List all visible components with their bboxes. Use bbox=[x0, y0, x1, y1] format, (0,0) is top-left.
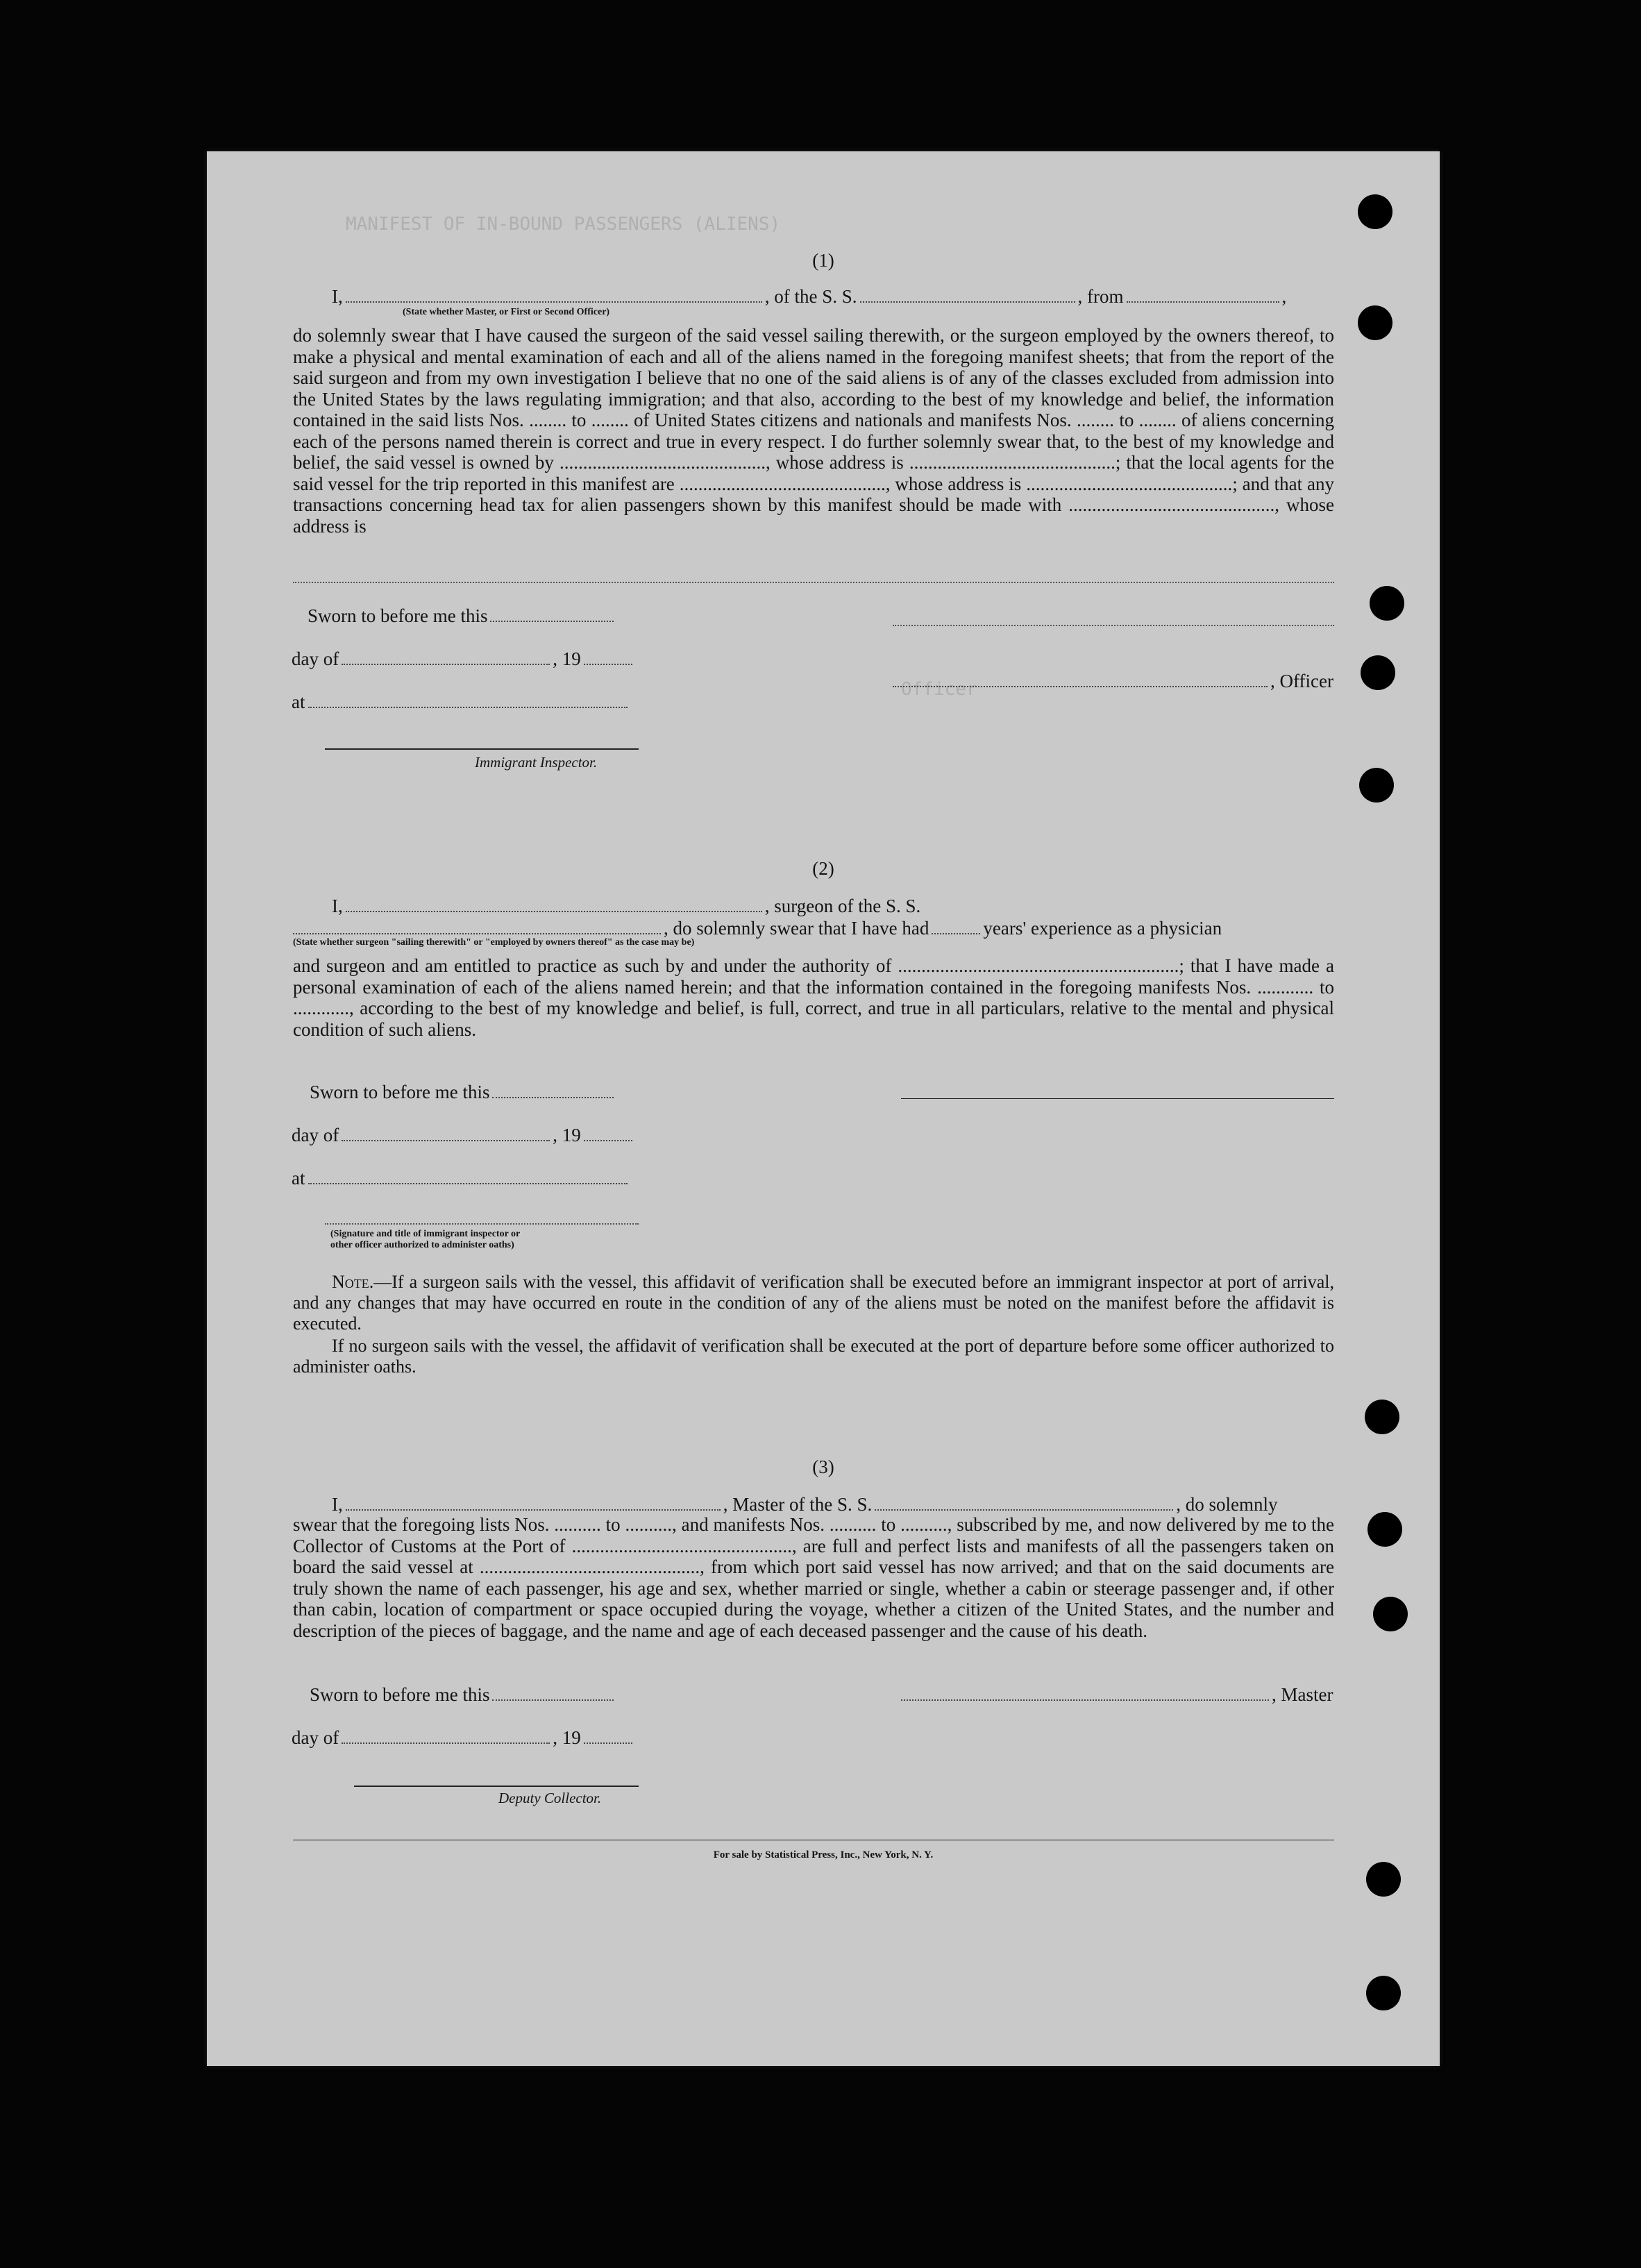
immigrant-inspector-caption: Immigrant Inspector. bbox=[475, 754, 598, 771]
address-line bbox=[293, 582, 1334, 583]
manifest-page bbox=[207, 151, 1440, 2066]
oath-2-line-b: , do solemnly swear that I have had years' experience as a physician bbox=[293, 919, 1222, 938]
deputy-collector-caption: Deputy Collector. bbox=[498, 1790, 602, 1806]
officer-upper-line bbox=[893, 625, 1334, 626]
oath-2-line: I, , surgeon of the S. S. bbox=[332, 896, 921, 916]
collector-signature-line bbox=[354, 1786, 639, 1787]
title-note: (State whether Master, or First or Second Officer) bbox=[403, 307, 610, 317]
section-1-number: (1) bbox=[812, 250, 834, 271]
binder-hole bbox=[1361, 655, 1395, 690]
binder-hole bbox=[1359, 768, 1394, 803]
at-2: at bbox=[292, 1169, 630, 1188]
binder-hole bbox=[1358, 305, 1392, 340]
section-2-body: and surgeon and am entitled to practice as such by and under the authority of ............................................................; that I have made a personal examination of each of the aliens named herein; and that the information contained in the foregoing manifests Nos. ............ to ............, according to the best of my knowledge and belief, is full, correct, and true in all particulars, relative to the mental and physical condition of such aliens. bbox=[293, 955, 1334, 1040]
day-of-3: day of , 19 bbox=[292, 1729, 635, 1747]
inspector-signature-line bbox=[325, 748, 639, 750]
note-paragraph: Note.—If a surgeon sails with the vessel, this affidavit of verification shall be executed before an immigrant inspector at port of arrival, and any changes that may have occurred en route in the condition of any of the aliens must be noted on the manifest before the affidavit is executed. bbox=[293, 1272, 1334, 1334]
note-label: Note. bbox=[332, 1272, 374, 1292]
binder-hole bbox=[1373, 1597, 1408, 1631]
bleed-through-text: MANIFEST OF IN-BOUND PASSENGERS (ALIENS) bbox=[346, 214, 781, 235]
binder-hole bbox=[1366, 1862, 1401, 1897]
officer-caption-2: other officer authorized to administer oaths) bbox=[330, 1240, 514, 1250]
sworn-2: Sworn to before me this bbox=[310, 1083, 616, 1102]
day-of-1: day of , 19 bbox=[292, 650, 635, 669]
section-2-number: (2) bbox=[812, 858, 834, 879]
sworn-1: Sworn to before me this bbox=[308, 607, 616, 625]
officer-caption-1: (Signature and title of immigrant inspector or bbox=[330, 1229, 521, 1239]
master-line: , Master bbox=[901, 1686, 1333, 1704]
binder-hole bbox=[1370, 586, 1404, 621]
section-1-body: do solemnly swear that I have caused the surgeon of the said vessel sailing therewith, or the surgeon employed by the owners thereof, to make a physical and mental examination of each and all of the aliens named in the foregoing manifest sheets; that from the report of the said surgeon and from my own investigation I believe that no one of the said aliens is of any of the classes excluded from admission into the United States by the laws regulating immigration; and that also, according to the best of my knowledge and belief, the information contained in the said lists Nos. ........ to ........ of United States citizens and nationals and manifests Nos. ........ to ........ of aliens concerning each of the persons named therein is correct and true in every respect. I do further solemnly swear that, to the best of my knowledge and belief, the said vessel is owned by ............................................, whose address is ............................................; that the local agents for the said vessel for the trip reported in this manifest are ............................................, whose address is ............................................; and that any transactions concerning head tax for alien passengers shown by this manifest should be made with ............................................, whose address is bbox=[293, 325, 1334, 537]
oath-3-line: I, , Master of the S. S. , do solemnly bbox=[332, 1494, 1278, 1515]
at-1: at bbox=[292, 693, 630, 712]
officer-2-signature-line bbox=[325, 1223, 639, 1225]
sworn-3: Sworn to before me this bbox=[310, 1686, 616, 1704]
surgeon-state-note: (State whether surgeon "sailing therewith" or "employed by owners thereof" as the case may be) bbox=[293, 937, 695, 948]
binder-hole bbox=[1365, 1400, 1399, 1434]
binder-hole bbox=[1366, 1976, 1401, 2010]
binder-hole bbox=[1358, 194, 1392, 229]
day-of-2: day of , 19 bbox=[292, 1126, 635, 1145]
section-3-body: swear that the foregoing lists Nos. .......... to .........., and manifests Nos. .......... to .........., subscribed by me, and now delivered by me to the Collector of Customs at the Port of ..............................................., are full and perfect lists and manifests of all the passengers taken on board the said vessel at ..............................................., from which port said vessel has now arrived; and that on the said documents are truly shown the name of each passenger, his age and sex, whether married or single, whether a cabin or steerage passenger and, if other than cabin, location of compartment or space occupied during the voyage, whether a citizen of the United States, and the number and description of the pieces of baggage, and the name and age of each deceased passenger and the cause of his death. bbox=[293, 1514, 1334, 1641]
section-3-number: (3) bbox=[812, 1456, 834, 1477]
officer-line: , Officer bbox=[893, 672, 1333, 691]
note-paragraph-2: If no surgeon sails with the vessel, the affidavit of verification shall be executed at the port of departure before some officer authorized to administer oaths. bbox=[293, 1336, 1334, 1377]
bleed-through-text: Officer bbox=[901, 679, 977, 700]
sworn-2-signature-line bbox=[901, 1098, 1334, 1099]
printer-footer: For sale by Statistical Press, Inc., New York, N. Y. bbox=[713, 1849, 934, 1860]
binder-hole bbox=[1368, 1512, 1402, 1547]
oath-1-line: I, , of the S. S. , from , bbox=[332, 286, 1287, 307]
